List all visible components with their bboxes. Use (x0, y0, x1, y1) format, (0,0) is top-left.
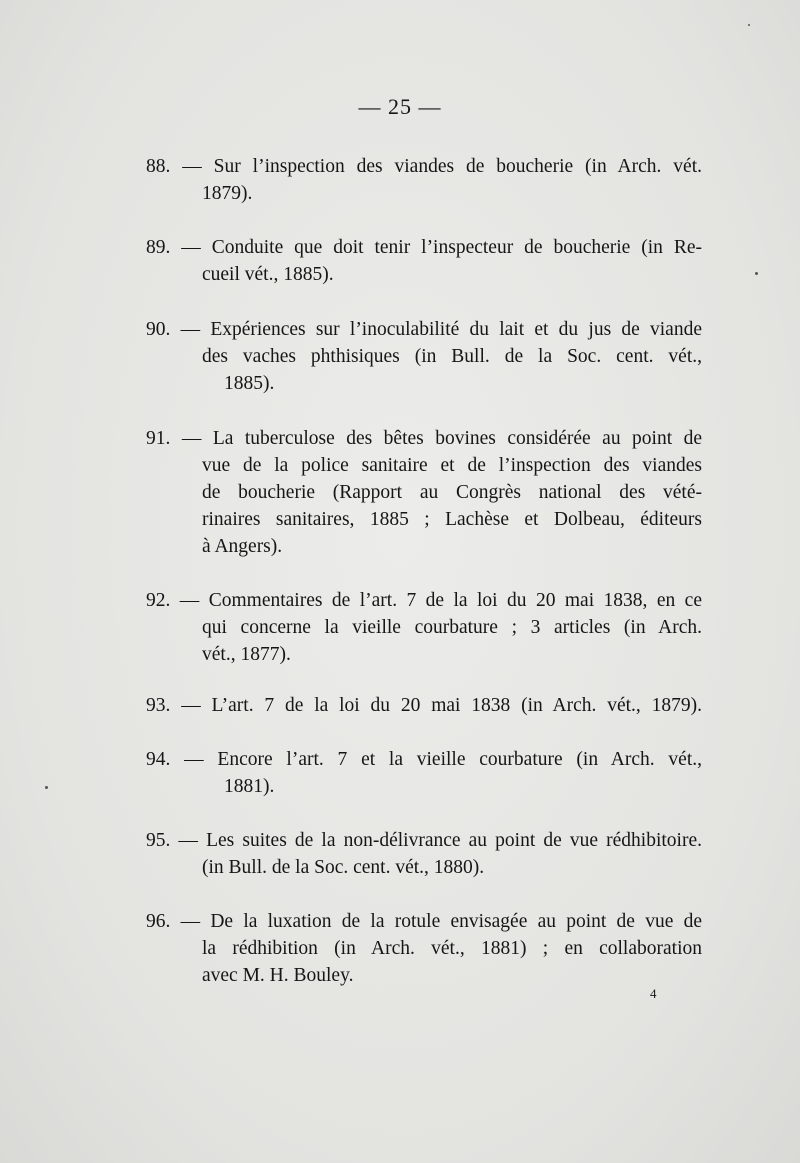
entry-line: qui concerne la vieille courbature ; 3 articles (in Arch. (202, 617, 702, 638)
page-number: — 25 — (358, 94, 442, 119)
entry-line: (in Bull. de la Soc. cent. vét., 1880). (202, 857, 485, 878)
paper-speck (748, 24, 750, 26)
entry-line: 1881). (224, 776, 275, 797)
entry-line: 95. — Les suites de la non-délivrance au point de vue rédhibitoire. (146, 830, 702, 851)
entry-94 (146, 746, 702, 800)
entry-89 (146, 234, 702, 288)
entry-line: 1879). (202, 183, 253, 204)
entry-line: la rédhibition (in Arch. vét., 1881) ; en collaboration (202, 938, 702, 959)
entry-line: 1885). (224, 373, 275, 394)
entry-line: cueil vét., 1885). (202, 264, 334, 285)
entry-88 (146, 153, 702, 207)
entry-91 (146, 425, 702, 560)
entry-line: 91. — La tuberculose des bêtes bovines considérée au point de (146, 428, 702, 449)
entry-96 (146, 908, 702, 989)
entry-95 (146, 827, 702, 881)
entry-line: 94. — Encore l’art. 7 et la vieille courbature (in Arch. vét., (146, 749, 702, 770)
entry-line: à Angers). (202, 536, 283, 557)
entry-92 (146, 587, 702, 668)
entry-93 (146, 692, 702, 719)
entry-line: rinaires sanitaires, 1885 ; Lachèse et Dolbeau, éditeurs (202, 509, 702, 530)
paper-speck (45, 786, 48, 789)
entry-line: 93. — L’art. 7 de la loi du 20 mai 1838 (in Arch. vét., 1879). (146, 695, 702, 716)
entry-line: 88. — Sur l’inspection des viandes de boucherie (in Arch. vét. (146, 156, 702, 177)
entry-line: 92. — Commentaires de l’art. 7 de la loi du 20 mai 1838, en ce (146, 590, 702, 611)
entry-line: avec M. H. Bouley. (202, 965, 354, 986)
entry-line: vét., 1877). (202, 644, 291, 665)
entry-line: de boucherie (Rapport au Congrès national des vété- (202, 482, 702, 503)
paper-speck (755, 272, 758, 275)
entry-line: des vaches phthisiques (in Bull. de la Soc. cent. vét., (202, 346, 702, 367)
entry-line: 90. — Expériences sur l’inoculabilité du lait et du jus de viande (146, 319, 702, 340)
entry-line: vue de la police sanitaire et de l’inspection des viandes (202, 455, 702, 476)
entry-line: 89. — Conduite que doit tenir l’inspecteur de boucherie (in Re- (146, 237, 702, 258)
entry-line: 96. — De la luxation de la rotule envisagée au point de vue de (146, 911, 702, 932)
signature-mark: 4 (650, 986, 657, 1001)
entry-90 (146, 316, 702, 397)
